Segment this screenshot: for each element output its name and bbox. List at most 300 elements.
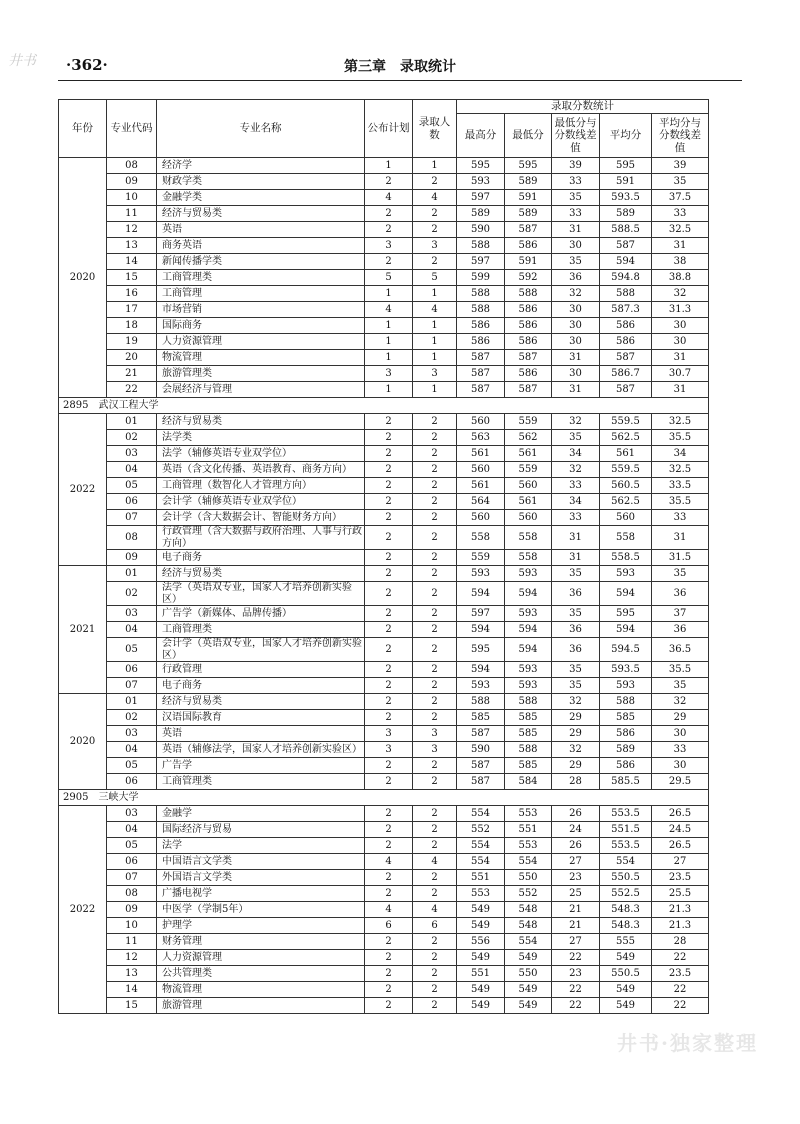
plan-cell: 2 [365, 174, 413, 190]
plan-cell: 1 [365, 158, 413, 174]
code-cell: 12 [107, 222, 157, 238]
table-row [59, 550, 709, 566]
min-diff-cell: 23 [552, 966, 600, 982]
avg-score-cell: 588 [600, 694, 652, 710]
major-name-cell: 人力资源管理 [157, 950, 365, 966]
avg-score-cell: 587 [600, 238, 652, 254]
avg-score-cell: 594 [600, 254, 652, 270]
admitted-cell: 1 [413, 350, 457, 366]
table-row [59, 742, 709, 758]
major-name-cell: 经济学 [157, 158, 365, 174]
major-name-cell: 金融学 [157, 806, 365, 822]
avg-score-cell: 548.3 [600, 918, 652, 934]
min-score-cell: 560 [505, 510, 552, 526]
plan-cell: 2 [365, 806, 413, 822]
avg-score-cell: 593 [600, 678, 652, 694]
code-cell: 05 [107, 838, 157, 854]
min-score-cell: 549 [505, 982, 552, 998]
major-name-cell: 中医学（学制5年） [157, 902, 365, 918]
min-diff-cell: 36 [552, 622, 600, 638]
admitted-cell: 2 [413, 526, 457, 550]
major-name-cell: 法学类 [157, 430, 365, 446]
admitted-cell: 3 [413, 238, 457, 254]
min-diff-cell: 22 [552, 950, 600, 966]
admitted-cell: 2 [413, 662, 457, 678]
code-cell: 07 [107, 510, 157, 526]
avg-diff-cell: 36.5 [652, 638, 709, 662]
min-diff-cell: 35 [552, 678, 600, 694]
avg-diff-cell: 26.5 [652, 838, 709, 854]
table-row [59, 950, 709, 966]
avg-diff-cell: 38 [652, 254, 709, 270]
max-score-cell: 561 [457, 478, 505, 494]
avg-diff-cell: 35.5 [652, 494, 709, 510]
table-row [59, 582, 709, 606]
admitted-cell: 5 [413, 270, 457, 286]
min-score-cell: 585 [505, 726, 552, 742]
year-cell: 2020 [59, 694, 107, 790]
major-name-cell: 外国语言文学类 [157, 870, 365, 886]
major-name-cell: 行政管理（含大数据与政府治理、人事与行政方向） [157, 526, 365, 550]
plan-cell: 2 [365, 222, 413, 238]
avg-score-cell: 586 [600, 334, 652, 350]
major-name-cell: 电子商务 [157, 550, 365, 566]
year-cell: 2021 [59, 566, 107, 694]
min-score-cell: 587 [505, 222, 552, 238]
table-row [59, 206, 709, 222]
admitted-cell: 2 [413, 710, 457, 726]
plan-cell: 2 [365, 774, 413, 790]
code-cell: 09 [107, 550, 157, 566]
major-name-cell: 广播电视学 [157, 886, 365, 902]
max-score-cell: 554 [457, 806, 505, 822]
min-diff-cell: 35 [552, 430, 600, 446]
code-cell: 19 [107, 334, 157, 350]
table-row [59, 254, 709, 270]
avg-diff-cell: 22 [652, 982, 709, 998]
avg-diff-cell: 30.7 [652, 366, 709, 382]
min-diff-cell: 21 [552, 902, 600, 918]
watermark: 井书·独家整理 [617, 1031, 758, 1055]
min-score-cell: 558 [505, 550, 552, 566]
table-row [59, 302, 709, 318]
admitted-cell: 2 [413, 838, 457, 854]
max-score-cell: 590 [457, 222, 505, 238]
major-name-cell: 国际商务 [157, 318, 365, 334]
table-row [59, 382, 709, 398]
plan-cell: 1 [365, 318, 413, 334]
min-diff-cell: 32 [552, 462, 600, 478]
major-name-cell: 人力资源管理 [157, 334, 365, 350]
admitted-cell: 1 [413, 382, 457, 398]
code-cell: 11 [107, 206, 157, 222]
avg-score-cell: 593 [600, 566, 652, 582]
major-name-cell: 旅游管理 [157, 998, 365, 1014]
avg-score-cell: 551.5 [600, 822, 652, 838]
admission-table [58, 99, 709, 1014]
code-cell: 13 [107, 966, 157, 982]
avg-diff-cell: 31.5 [652, 550, 709, 566]
code-cell: 02 [107, 430, 157, 446]
avg-diff-cell: 31 [652, 526, 709, 550]
plan-cell: 2 [365, 886, 413, 902]
code-cell: 21 [107, 366, 157, 382]
min-score-cell: 551 [505, 822, 552, 838]
avg-diff-cell: 39 [652, 158, 709, 174]
plan-cell: 2 [365, 982, 413, 998]
admitted-cell: 2 [413, 414, 457, 430]
table-row [59, 638, 709, 662]
plan-cell: 1 [365, 286, 413, 302]
table-row [59, 966, 709, 982]
code-cell: 09 [107, 902, 157, 918]
major-name-cell: 英语 [157, 222, 365, 238]
avg-score-cell: 595 [600, 158, 652, 174]
min-score-cell: 585 [505, 758, 552, 774]
max-score-cell: 552 [457, 822, 505, 838]
min-diff-cell: 32 [552, 694, 600, 710]
table-row [59, 478, 709, 494]
min-diff-cell: 30 [552, 238, 600, 254]
min-diff-cell: 30 [552, 366, 600, 382]
major-name-cell: 经济与贸易类 [157, 414, 365, 430]
avg-score-cell: 588 [600, 286, 652, 302]
min-score-cell: 561 [505, 494, 552, 510]
min-diff-cell: 30 [552, 302, 600, 318]
code-cell: 08 [107, 526, 157, 550]
avg-diff-cell: 35.5 [652, 662, 709, 678]
min-score-cell: 549 [505, 950, 552, 966]
plan-cell: 4 [365, 190, 413, 206]
min-diff-cell: 31 [552, 550, 600, 566]
admitted-cell: 2 [413, 806, 457, 822]
min-score-cell: 593 [505, 606, 552, 622]
avg-diff-cell: 30 [652, 758, 709, 774]
major-name-cell: 工商管理类 [157, 622, 365, 638]
major-name-cell: 旅游管理类 [157, 366, 365, 382]
admitted-cell: 2 [413, 774, 457, 790]
major-name-cell: 财务管理 [157, 934, 365, 950]
code-cell: 18 [107, 318, 157, 334]
avg-diff-cell: 33.5 [652, 478, 709, 494]
avg-score-cell: 587.3 [600, 302, 652, 318]
code-cell: 03 [107, 726, 157, 742]
table-row [59, 998, 709, 1014]
table-row [59, 190, 709, 206]
min-score-cell: 560 [505, 478, 552, 494]
avg-score-cell: 594.8 [600, 270, 652, 286]
min-score-cell: 588 [505, 742, 552, 758]
min-diff-cell: 31 [552, 222, 600, 238]
admitted-cell: 4 [413, 302, 457, 318]
admitted-cell: 1 [413, 318, 457, 334]
max-score-cell: 595 [457, 158, 505, 174]
admitted-cell: 2 [413, 934, 457, 950]
max-score-cell: 594 [457, 622, 505, 638]
avg-diff-cell: 31 [652, 350, 709, 366]
university-row [59, 790, 709, 806]
max-score-cell: 594 [457, 582, 505, 606]
avg-diff-cell: 32 [652, 286, 709, 302]
major-name-cell: 经济与贸易类 [157, 566, 365, 582]
col-year: 年份 [59, 100, 107, 158]
avg-score-cell: 594 [600, 622, 652, 638]
table-row [59, 462, 709, 478]
max-score-cell: 589 [457, 206, 505, 222]
min-score-cell: 589 [505, 174, 552, 190]
avg-diff-cell: 35.5 [652, 430, 709, 446]
avg-score-cell: 589 [600, 206, 652, 222]
avg-score-cell: 595 [600, 606, 652, 622]
code-cell: 04 [107, 822, 157, 838]
plan-cell: 2 [365, 566, 413, 582]
admitted-cell: 4 [413, 854, 457, 870]
university-row [59, 398, 709, 414]
avg-diff-cell: 30 [652, 334, 709, 350]
admitted-cell: 2 [413, 494, 457, 510]
code-cell: 01 [107, 694, 157, 710]
max-score-cell: 587 [457, 350, 505, 366]
avg-score-cell: 586.7 [600, 366, 652, 382]
table-row [59, 494, 709, 510]
table-row [59, 158, 709, 174]
min-score-cell: 587 [505, 350, 552, 366]
page-number: ·362· [66, 56, 108, 74]
table-row [59, 918, 709, 934]
admitted-cell: 3 [413, 742, 457, 758]
avg-score-cell: 550.5 [600, 870, 652, 886]
min-diff-cell: 30 [552, 318, 600, 334]
plan-cell: 2 [365, 838, 413, 854]
plan-cell: 2 [365, 478, 413, 494]
min-diff-cell: 29 [552, 758, 600, 774]
min-score-cell: 554 [505, 934, 552, 950]
avg-score-cell: 558.5 [600, 550, 652, 566]
code-cell: 08 [107, 158, 157, 174]
avg-diff-cell: 36 [652, 582, 709, 606]
code-cell: 16 [107, 286, 157, 302]
university-name: 2895 武汉工程大学 [59, 398, 709, 414]
table-row [59, 430, 709, 446]
min-score-cell: 562 [505, 430, 552, 446]
max-score-cell: 588 [457, 286, 505, 302]
code-cell: 01 [107, 414, 157, 430]
table-row [59, 270, 709, 286]
code-cell: 06 [107, 774, 157, 790]
admitted-cell: 3 [413, 726, 457, 742]
admitted-cell: 2 [413, 254, 457, 270]
min-score-cell: 586 [505, 334, 552, 350]
avg-diff-cell: 22 [652, 998, 709, 1014]
min-diff-cell: 33 [552, 510, 600, 526]
page-header [58, 56, 742, 78]
avg-diff-cell: 25.5 [652, 886, 709, 902]
avg-diff-cell: 30 [652, 726, 709, 742]
admitted-cell: 1 [413, 286, 457, 302]
avg-score-cell: 554 [600, 854, 652, 870]
max-score-cell: 559 [457, 550, 505, 566]
max-score-cell: 587 [457, 382, 505, 398]
avg-score-cell: 562.5 [600, 430, 652, 446]
max-score-cell: 593 [457, 566, 505, 582]
code-cell: 10 [107, 918, 157, 934]
table-row [59, 662, 709, 678]
min-score-cell: 559 [505, 462, 552, 478]
admitted-cell: 2 [413, 462, 457, 478]
min-score-cell: 584 [505, 774, 552, 790]
max-score-cell: 553 [457, 886, 505, 902]
table-row [59, 822, 709, 838]
avg-score-cell: 549 [600, 950, 652, 966]
admitted-cell: 2 [413, 510, 457, 526]
plan-cell: 1 [365, 334, 413, 350]
max-score-cell: 593 [457, 174, 505, 190]
col-code: 专业代码 [107, 100, 157, 158]
admitted-cell: 4 [413, 190, 457, 206]
major-name-cell: 金融学类 [157, 190, 365, 206]
max-score-cell: 597 [457, 190, 505, 206]
plan-cell: 2 [365, 622, 413, 638]
admitted-cell: 2 [413, 758, 457, 774]
admitted-cell: 2 [413, 222, 457, 238]
min-score-cell: 586 [505, 238, 552, 254]
table-row [59, 222, 709, 238]
table-row [59, 934, 709, 950]
min-diff-cell: 35 [552, 566, 600, 582]
avg-score-cell: 552.5 [600, 886, 652, 902]
min-diff-cell: 33 [552, 206, 600, 222]
admitted-cell: 2 [413, 446, 457, 462]
avg-score-cell: 591 [600, 174, 652, 190]
code-cell: 06 [107, 494, 157, 510]
avg-score-cell: 553.5 [600, 838, 652, 854]
min-diff-cell: 26 [552, 838, 600, 854]
avg-score-cell: 593.5 [600, 662, 652, 678]
avg-diff-cell: 21.3 [652, 902, 709, 918]
col-max: 最高分 [457, 114, 505, 158]
major-name-cell: 汉语国际教育 [157, 710, 365, 726]
table-row [59, 902, 709, 918]
max-score-cell: 549 [457, 918, 505, 934]
plan-cell: 2 [365, 662, 413, 678]
avg-score-cell: 549 [600, 982, 652, 998]
max-score-cell: 554 [457, 838, 505, 854]
plan-cell: 3 [365, 742, 413, 758]
min-diff-cell: 31 [552, 382, 600, 398]
avg-score-cell: 559.5 [600, 462, 652, 478]
table-body [59, 158, 709, 1014]
plan-cell: 2 [365, 710, 413, 726]
min-diff-cell: 39 [552, 158, 600, 174]
plan-cell: 3 [365, 238, 413, 254]
col-plan: 公布计划 [365, 100, 413, 158]
major-name-cell: 经济与贸易类 [157, 694, 365, 710]
min-diff-cell: 32 [552, 286, 600, 302]
avg-diff-cell: 23.5 [652, 966, 709, 982]
max-score-cell: 551 [457, 966, 505, 982]
min-score-cell: 594 [505, 622, 552, 638]
avg-diff-cell: 32 [652, 694, 709, 710]
avg-diff-cell: 26.5 [652, 806, 709, 822]
max-score-cell: 560 [457, 414, 505, 430]
min-score-cell: 588 [505, 286, 552, 302]
code-cell: 05 [107, 758, 157, 774]
min-diff-cell: 31 [552, 350, 600, 366]
major-name-cell: 工商管理（数智化人才管理方向） [157, 478, 365, 494]
major-name-cell: 工商管理 [157, 286, 365, 302]
admitted-cell: 2 [413, 982, 457, 998]
min-diff-cell: 27 [552, 934, 600, 950]
min-diff-cell: 36 [552, 270, 600, 286]
major-name-cell: 广告学 [157, 758, 365, 774]
major-name-cell: 法学（辅修英语专业双学位） [157, 446, 365, 462]
admitted-cell: 2 [413, 694, 457, 710]
max-score-cell: 549 [457, 902, 505, 918]
code-cell: 03 [107, 806, 157, 822]
min-score-cell: 586 [505, 302, 552, 318]
avg-diff-cell: 29 [652, 710, 709, 726]
table-row [59, 366, 709, 382]
min-score-cell: 559 [505, 414, 552, 430]
avg-diff-cell: 31.3 [652, 302, 709, 318]
table-row [59, 710, 709, 726]
min-score-cell: 589 [505, 206, 552, 222]
max-score-cell: 556 [457, 934, 505, 950]
major-name-cell: 物流管理 [157, 982, 365, 998]
avg-score-cell: 550.5 [600, 966, 652, 982]
code-cell: 05 [107, 478, 157, 494]
plan-cell: 2 [365, 510, 413, 526]
min-score-cell: 588 [505, 694, 552, 710]
plan-cell: 2 [365, 678, 413, 694]
max-score-cell: 551 [457, 870, 505, 886]
min-score-cell: 587 [505, 382, 552, 398]
max-score-cell: 587 [457, 774, 505, 790]
major-name-cell: 物流管理 [157, 350, 365, 366]
major-name-cell: 市场营销 [157, 302, 365, 318]
table-row [59, 526, 709, 550]
admitted-cell: 2 [413, 638, 457, 662]
avg-diff-cell: 33 [652, 206, 709, 222]
admitted-cell: 2 [413, 550, 457, 566]
max-score-cell: 549 [457, 950, 505, 966]
avg-score-cell: 589 [600, 742, 652, 758]
min-score-cell: 592 [505, 270, 552, 286]
plan-cell: 2 [365, 494, 413, 510]
max-score-cell: 586 [457, 334, 505, 350]
admitted-cell: 2 [413, 870, 457, 886]
major-name-cell: 财政学类 [157, 174, 365, 190]
min-score-cell: 591 [505, 254, 552, 270]
plan-cell: 4 [365, 302, 413, 318]
min-score-cell: 550 [505, 966, 552, 982]
table-row [59, 174, 709, 190]
max-score-cell: 594 [457, 662, 505, 678]
plan-cell: 4 [365, 902, 413, 918]
admitted-cell: 2 [413, 622, 457, 638]
major-name-cell: 会计学（辅修英语专业双学位） [157, 494, 365, 510]
min-score-cell: 561 [505, 446, 552, 462]
table-row [59, 774, 709, 790]
min-score-cell: 550 [505, 870, 552, 886]
code-cell: 02 [107, 710, 157, 726]
avg-score-cell: 587 [600, 382, 652, 398]
max-score-cell: 588 [457, 694, 505, 710]
plan-cell: 2 [365, 526, 413, 550]
admitted-cell: 3 [413, 366, 457, 382]
min-diff-cell: 33 [552, 478, 600, 494]
avg-diff-cell: 35 [652, 678, 709, 694]
